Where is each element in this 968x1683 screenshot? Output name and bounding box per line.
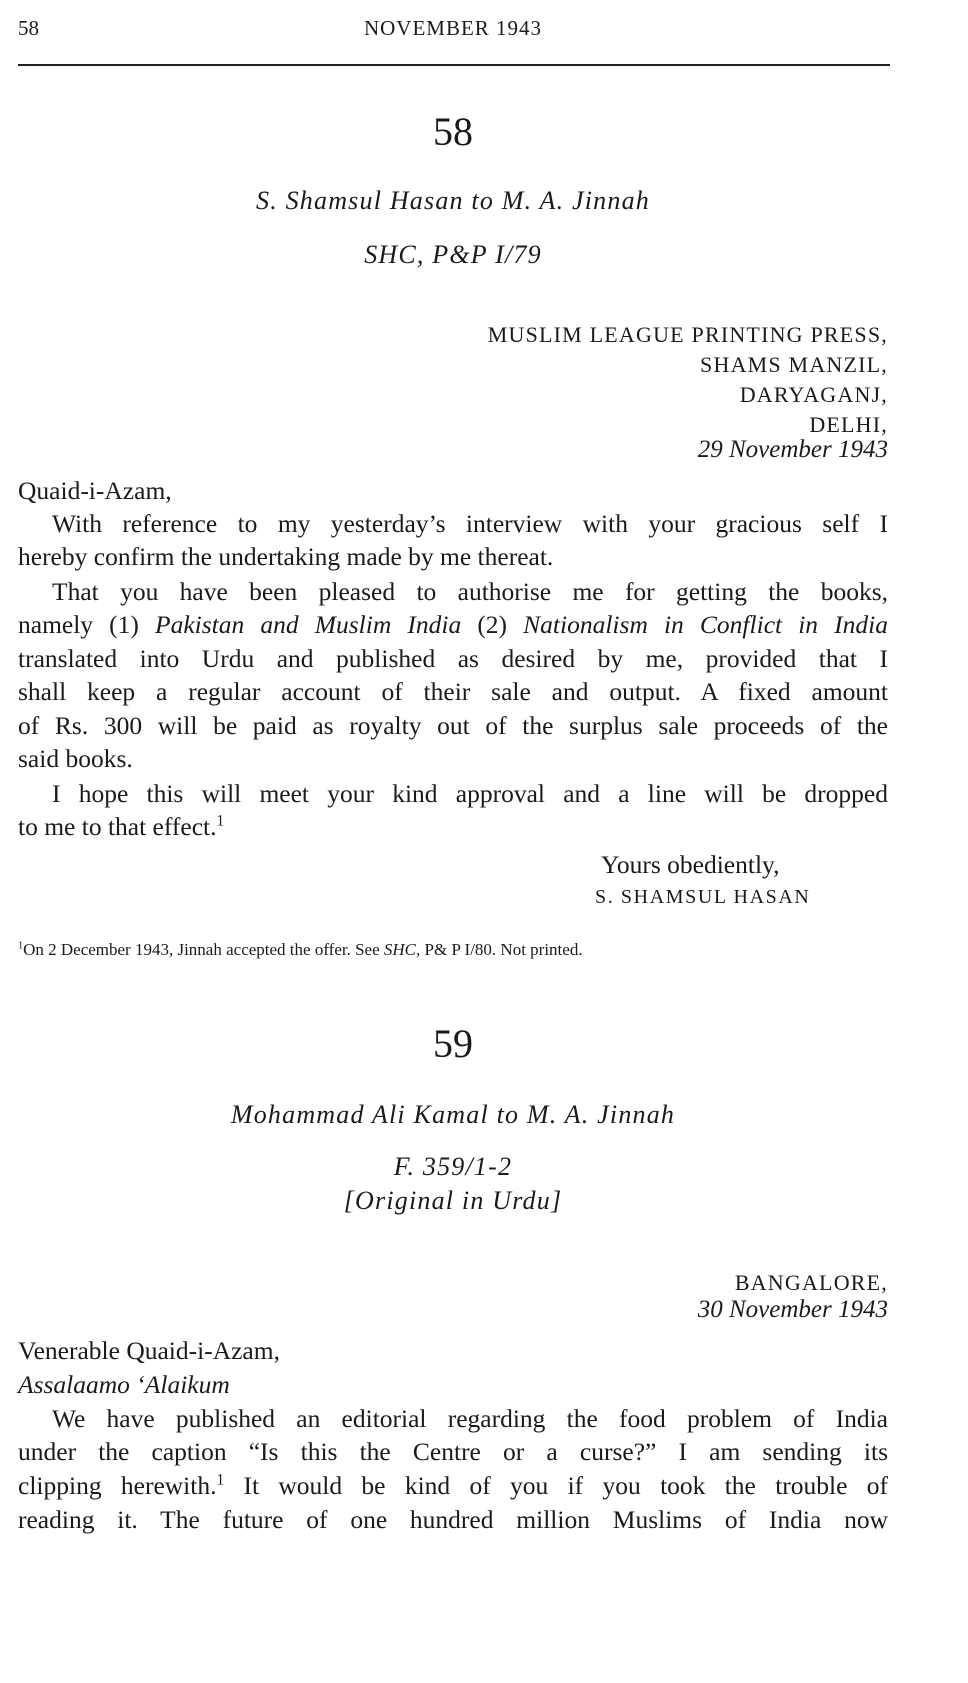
- closing-58: Yours obediently,: [601, 850, 780, 879]
- body-line: translated into Urdu and published as desired by me, provided that I: [18, 644, 888, 673]
- running-head: [18, 16, 888, 44]
- body-line: That you have been pleased to authorise me for getting the books,: [52, 577, 888, 606]
- body-line: said books.: [18, 744, 133, 773]
- header-rule: [18, 64, 890, 66]
- document-page: [18, 0, 888, 1683]
- body-line: With reference to my yesterday’s interview with your gracious self I: [52, 509, 888, 538]
- page-number: 58: [18, 16, 39, 40]
- document-reference-58: SHC, P&P I/79: [364, 240, 542, 269]
- sender-address-line: DARYAGANJ,: [739, 382, 888, 407]
- body-text: namely (1): [18, 610, 156, 639]
- body-line: shall keep a regular account of their sale and output. A fixed amount: [18, 677, 888, 706]
- footnote-text: P& P I/80. Not printed.: [420, 940, 583, 959]
- salutation-59: Venerable Quaid-i-Azam,: [18, 1336, 280, 1365]
- sender-address-line: SHAMS MANZIL,: [700, 352, 888, 377]
- book-title-2: Nationalism in Conflict in India: [523, 610, 888, 639]
- document-heading-58: S. Shamsul Hasan to M. A. Jinnah: [256, 186, 650, 215]
- body-line: reading it. The future of one hundred million Muslims of India now: [18, 1505, 888, 1534]
- body-line: under the caption “Is this the Centre or a curse?” I am sending its: [18, 1437, 888, 1466]
- body-text: clipping herewith.: [18, 1471, 217, 1500]
- body-line-with-titles: [18, 610, 888, 640]
- body-line: I hope this will meet your kind approval and a line will be dropped: [52, 779, 888, 808]
- document-reference-59: F. 359/1-2: [393, 1152, 513, 1181]
- sender-address-59: BANGALORE,: [734, 1270, 888, 1295]
- greeting-59: Assalaamo ‘Alaikum: [18, 1370, 230, 1399]
- body-text: It would be kind of you if you took the trouble of: [224, 1471, 888, 1500]
- body-line: hereby confirm the undertaking made by me thereat.: [18, 542, 554, 571]
- original-language-note: [Original in Urdu]: [343, 1186, 563, 1215]
- salutation-58: Quaid-i-Azam,: [18, 476, 172, 505]
- body-line-with-footnote: [18, 812, 224, 842]
- footnote-ref: SHC,: [383, 940, 421, 959]
- body-line: of Rs. 300 will be paid as royalty out of the surplus sale proceeds of the: [18, 711, 888, 740]
- document-heading-59: Mohammad Ali Kamal to M. A. Jinnah: [230, 1100, 676, 1129]
- body-text: to me to that effect.: [18, 812, 217, 841]
- sender-address-line: DELHI,: [809, 412, 888, 437]
- footnote-text: On 2 December 1943, Jinnah accepted the offer. See: [23, 940, 384, 959]
- body-text: (2): [461, 610, 524, 639]
- body-line-with-footnote: [18, 1471, 888, 1501]
- letter-date-59: 30 November 1943: [697, 1296, 888, 1323]
- book-title-1: Pakistan and Muslim India: [155, 610, 462, 639]
- document-number-58: 58: [433, 109, 473, 154]
- document-number-59: 59: [433, 1021, 473, 1066]
- footnote-marker: 1: [216, 812, 225, 830]
- letter-date-58: 29 November 1943: [697, 436, 888, 463]
- body-line: We have published an editorial regarding the food problem of India: [52, 1404, 888, 1433]
- sender-address-line: MUSLIM LEAGUE PRINTING PRESS,: [487, 322, 888, 347]
- running-title: NOVEMBER 1943: [363, 16, 543, 40]
- footnote-marker: 1: [216, 1471, 225, 1489]
- signature-58: S. SHAMSUL HASAN: [595, 886, 811, 908]
- footnote-58: [18, 940, 583, 960]
- footnote-number: 1: [18, 940, 24, 952]
